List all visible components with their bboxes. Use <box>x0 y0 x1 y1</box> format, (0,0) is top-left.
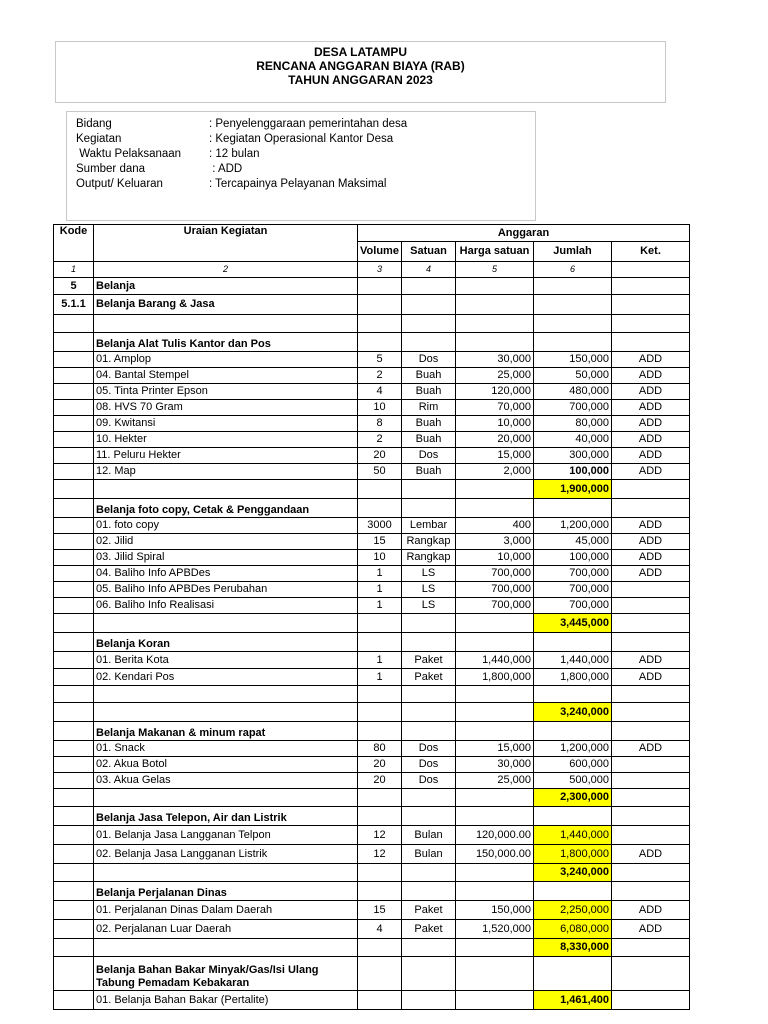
section-total: 8,330,000 <box>534 939 612 957</box>
table-row <box>54 991 690 1010</box>
info-row-sumber-dana <box>67 162 535 177</box>
table-row <box>54 448 690 464</box>
col-number: 4 <box>402 262 456 278</box>
section-title: Belanja Koran <box>94 633 358 652</box>
item-jumlah: 480,000 <box>534 384 612 400</box>
table-row <box>54 901 690 920</box>
item-name: 04. Bantal Stempel <box>94 368 358 384</box>
item-harga: 30,000 <box>456 352 534 368</box>
account-row <box>54 295 690 315</box>
item-volume: 10 <box>358 550 402 566</box>
item-ket: ADD <box>612 920 690 939</box>
section-title-row <box>54 882 690 901</box>
info-label: Bidang <box>76 118 112 130</box>
item-jumlah: 1,800,000 <box>534 669 612 686</box>
info-value: : Penyelenggaraan pemerintahan desa <box>209 118 408 130</box>
item-satuan: Dos <box>402 741 456 757</box>
item-volume: 1 <box>358 598 402 614</box>
item-harga: 2,000 <box>456 464 534 480</box>
section-title-row <box>54 957 690 991</box>
item-name: 10. Hekter <box>94 432 358 448</box>
item-satuan: LS <box>402 598 456 614</box>
item-satuan: Dos <box>402 773 456 789</box>
info-row-output <box>67 177 535 192</box>
section-total-row <box>54 703 690 722</box>
item-ket <box>612 773 690 789</box>
section-title-row <box>54 722 690 741</box>
item-harga: 700,000 <box>456 598 534 614</box>
section-total: 2,300,000 <box>534 789 612 807</box>
item-name: 03. Jilid Spiral <box>94 550 358 566</box>
col-number: 1 <box>54 262 94 278</box>
item-harga: 25,000 <box>456 368 534 384</box>
section-title: Belanja Alat Tulis Kantor dan Pos <box>94 333 358 352</box>
item-ket: ADD <box>612 384 690 400</box>
item-ket <box>612 991 690 1010</box>
info-value: : 12 bulan <box>209 148 260 160</box>
item-jumlah: 700,000 <box>534 582 612 598</box>
item-ket: ADD <box>612 432 690 448</box>
item-harga: 1,440,000 <box>456 652 534 669</box>
item-volume: 1 <box>358 669 402 686</box>
header-satuan: Satuan <box>402 242 456 262</box>
section-title <box>94 957 358 991</box>
item-ket: ADD <box>612 652 690 669</box>
item-satuan: Dos <box>402 352 456 368</box>
item-name: 09. Kwitansi <box>94 416 358 432</box>
table-row <box>54 920 690 939</box>
item-harga: 700,000 <box>456 566 534 582</box>
info-row-waktu <box>67 147 535 162</box>
info-label: Sumber dana <box>76 163 146 175</box>
account-row <box>54 278 690 295</box>
item-jumlah: 300,000 <box>534 448 612 464</box>
item-harga: 120,000 <box>456 384 534 400</box>
item-name: 01. Perjalanan Dinas Dalam Daerah <box>94 901 358 920</box>
section-title-row <box>54 499 690 518</box>
budget-year: TAHUN ANGGARAN 2023 <box>288 73 433 87</box>
section-total: 3,240,000 <box>534 864 612 882</box>
item-satuan: Buah <box>402 384 456 400</box>
item-satuan: Dos <box>402 757 456 773</box>
item-harga: 10,000 <box>456 416 534 432</box>
item-jumlah: 100,000 <box>534 550 612 566</box>
item-jumlah: 6,080,000 <box>534 920 612 939</box>
section-total-row <box>54 939 690 957</box>
item-harga: 20,000 <box>456 432 534 448</box>
account-code: 5.1.1 <box>54 295 94 315</box>
item-ket: ADD <box>612 845 690 864</box>
item-satuan: Buah <box>402 464 456 480</box>
item-satuan: LS <box>402 566 456 582</box>
info-value: : Tercapainya Pelayanan Maksimal <box>209 178 387 190</box>
item-jumlah: 1,800,000 <box>534 845 612 864</box>
item-harga: 150,000 <box>456 901 534 920</box>
table-row <box>54 826 690 845</box>
item-ket: ADD <box>612 400 690 416</box>
header-ket: Ket. <box>612 242 690 262</box>
item-name: 03. Akua Gelas <box>94 773 358 789</box>
item-ket: ADD <box>612 669 690 686</box>
header-harga: Harga satuan <box>456 242 534 262</box>
table-row <box>54 432 690 448</box>
item-jumlah: 1,440,000 <box>534 652 612 669</box>
item-name: 02. Perjalanan Luar Daerah <box>94 920 358 939</box>
item-volume <box>358 991 402 1010</box>
item-volume: 2 <box>358 432 402 448</box>
item-ket: ADD <box>612 550 690 566</box>
spacer-row <box>54 686 690 703</box>
item-name: 01. foto copy <box>94 518 358 534</box>
item-jumlah: 600,000 <box>534 757 612 773</box>
section-title: Belanja Perjalanan Dinas <box>94 882 358 901</box>
item-ket <box>612 757 690 773</box>
table-row <box>54 773 690 789</box>
table-row <box>54 352 690 368</box>
item-volume: 1 <box>358 652 402 669</box>
item-satuan: Rangkap <box>402 534 456 550</box>
item-name: 01. Belanja Bahan Bakar (Pertalite) <box>94 991 358 1010</box>
item-jumlah: 1,461,400 <box>534 991 612 1010</box>
table-row <box>54 518 690 534</box>
budget-table <box>53 224 690 1010</box>
col-number: 2 <box>94 262 358 278</box>
item-harga: 1,800,000 <box>456 669 534 686</box>
item-jumlah: 1,200,000 <box>534 518 612 534</box>
item-harga: 3,000 <box>456 534 534 550</box>
item-name: 11. Peluru Hekter <box>94 448 358 464</box>
item-jumlah: 100,000 <box>534 464 612 480</box>
table-row <box>54 669 690 686</box>
item-volume: 80 <box>358 741 402 757</box>
item-harga: 700,000 <box>456 582 534 598</box>
item-volume: 1 <box>358 566 402 582</box>
item-satuan: Dos <box>402 448 456 464</box>
section-title-line: Belanja Bahan Bakar Minyak/Gas/Isi Ulang <box>96 964 319 976</box>
item-jumlah: 150,000 <box>534 352 612 368</box>
item-ket: ADD <box>612 534 690 550</box>
activity-info-box <box>66 111 536 221</box>
info-label: Kegiatan <box>76 133 122 145</box>
item-name: 02. Belanja Jasa Langganan Listrik <box>94 845 358 864</box>
item-satuan: Bulan <box>402 826 456 845</box>
info-label: Waktu Pelaksanaan <box>76 148 182 160</box>
info-value: : ADD <box>209 163 243 175</box>
item-satuan: Paket <box>402 669 456 686</box>
item-satuan <box>402 991 456 1010</box>
item-jumlah: 1,200,000 <box>534 741 612 757</box>
table-row <box>54 582 690 598</box>
item-name: 06. Baliho Info Realisasi <box>94 598 358 614</box>
table-row <box>54 400 690 416</box>
section-total: 3,240,000 <box>534 703 612 722</box>
table-row <box>54 566 690 582</box>
spacer-row <box>54 315 690 333</box>
item-name: 05. Tinta Printer Epson <box>94 384 358 400</box>
info-label: Output/ Keluaran <box>76 178 163 190</box>
item-jumlah: 2,250,000 <box>534 901 612 920</box>
item-volume: 15 <box>358 534 402 550</box>
item-jumlah: 500,000 <box>534 773 612 789</box>
section-total-row <box>54 480 690 499</box>
item-satuan: Bulan <box>402 845 456 864</box>
item-jumlah: 700,000 <box>534 598 612 614</box>
item-harga: 10,000 <box>456 550 534 566</box>
item-jumlah: 700,000 <box>534 566 612 582</box>
item-name: 02. Jilid <box>94 534 358 550</box>
item-volume: 20 <box>358 448 402 464</box>
item-satuan: Buah <box>402 416 456 432</box>
item-satuan: Buah <box>402 432 456 448</box>
section-title-row <box>54 633 690 652</box>
item-satuan: Rangkap <box>402 550 456 566</box>
item-ket: ADD <box>612 741 690 757</box>
item-harga <box>456 991 534 1010</box>
section-total: 3,445,000 <box>534 614 612 633</box>
item-ket <box>612 582 690 598</box>
item-ket: ADD <box>612 566 690 582</box>
item-ket <box>612 598 690 614</box>
section-title-row <box>54 807 690 826</box>
section-total-row <box>54 864 690 882</box>
item-volume: 12 <box>358 826 402 845</box>
item-jumlah: 50,000 <box>534 368 612 384</box>
item-jumlah: 80,000 <box>534 416 612 432</box>
item-harga: 1,520,000 <box>456 920 534 939</box>
item-volume: 10 <box>358 400 402 416</box>
item-ket: ADD <box>612 352 690 368</box>
table-row <box>54 652 690 669</box>
table-row <box>54 757 690 773</box>
item-ket: ADD <box>612 368 690 384</box>
item-harga: 400 <box>456 518 534 534</box>
info-row-bidang <box>67 117 535 132</box>
header-volume: Volume <box>358 242 402 262</box>
item-harga: 30,000 <box>456 757 534 773</box>
item-ket: ADD <box>612 416 690 432</box>
item-ket: ADD <box>612 448 690 464</box>
item-name: 05. Baliho Info APBDes Perubahan <box>94 582 358 598</box>
item-satuan: Paket <box>402 920 456 939</box>
col-number: 5 <box>456 262 534 278</box>
item-satuan: Lembar <box>402 518 456 534</box>
item-jumlah: 40,000 <box>534 432 612 448</box>
table-row <box>54 598 690 614</box>
section-total-row <box>54 789 690 807</box>
item-name: 04. Baliho Info APBDes <box>94 566 358 582</box>
table-row <box>54 416 690 432</box>
item-satuan: Paket <box>402 901 456 920</box>
section-title: Belanja Makanan & minum rapat <box>94 722 358 741</box>
item-volume: 1 <box>358 582 402 598</box>
item-ket: ADD <box>612 518 690 534</box>
item-volume: 2 <box>358 368 402 384</box>
item-ket: ADD <box>612 464 690 480</box>
item-name: 12. Map <box>94 464 358 480</box>
item-volume: 4 <box>358 384 402 400</box>
budget-table-body <box>54 225 690 1010</box>
document-title-box <box>55 41 666 103</box>
col-number: 3 <box>358 262 402 278</box>
col-number: 6 <box>534 262 612 278</box>
table-row <box>54 550 690 566</box>
item-harga: 25,000 <box>456 773 534 789</box>
item-harga: 150,000.00 <box>456 845 534 864</box>
item-harga: 15,000 <box>456 741 534 757</box>
header-kode: Kode <box>54 225 94 262</box>
table-row <box>54 845 690 864</box>
section-total-row <box>54 614 690 633</box>
item-ket <box>612 826 690 845</box>
header-anggaran: Anggaran <box>358 225 690 242</box>
item-volume: 20 <box>358 757 402 773</box>
item-jumlah: 700,000 <box>534 400 612 416</box>
item-volume: 12 <box>358 845 402 864</box>
table-row <box>54 368 690 384</box>
section-total: 1,900,000 <box>534 480 612 499</box>
village-name: DESA LATAMPU <box>313 45 408 59</box>
header-uraian: Uraian Kegiatan <box>94 225 358 262</box>
info-row-kegiatan <box>67 132 535 147</box>
item-harga: 120,000.00 <box>456 826 534 845</box>
item-satuan: Paket <box>402 652 456 669</box>
item-volume: 8 <box>358 416 402 432</box>
item-jumlah: 1,440,000 <box>534 826 612 845</box>
section-title: Belanja foto copy, Cetak & Penggandaan <box>94 499 358 518</box>
table-row <box>54 464 690 480</box>
item-harga: 15,000 <box>456 448 534 464</box>
section-title-line: Tabung Pemadam Kebakaran <box>96 977 250 989</box>
info-value: : Kegiatan Operasional Kantor Desa <box>209 133 394 145</box>
table-row <box>54 741 690 757</box>
table-header-row <box>54 225 690 242</box>
section-title-row <box>54 333 690 352</box>
item-harga: 70,000 <box>456 400 534 416</box>
item-name: 02. Kendari Pos <box>94 669 358 686</box>
header-jumlah: Jumlah <box>534 242 612 262</box>
item-satuan: Buah <box>402 368 456 384</box>
item-volume: 3000 <box>358 518 402 534</box>
item-name: 08. HVS 70 Gram <box>94 400 358 416</box>
section-title: Belanja Jasa Telepon, Air dan Listrik <box>94 807 358 826</box>
item-ket: ADD <box>612 901 690 920</box>
table-row <box>54 534 690 550</box>
item-volume: 5 <box>358 352 402 368</box>
account-code: 5 <box>54 278 94 295</box>
item-name: 01. Belanja Jasa Langganan Telpon <box>94 826 358 845</box>
item-jumlah: 45,000 <box>534 534 612 550</box>
item-name: 01. Snack <box>94 741 358 757</box>
item-name: 01. Amplop <box>94 352 358 368</box>
account-name: Belanja Barang & Jasa <box>94 295 358 315</box>
item-volume: 20 <box>358 773 402 789</box>
item-name: 02. Akua Botol <box>94 757 358 773</box>
account-name: Belanja <box>94 278 358 295</box>
item-volume: 15 <box>358 901 402 920</box>
item-volume: 4 <box>358 920 402 939</box>
item-volume: 50 <box>358 464 402 480</box>
document-title: RENCANA ANGGARAN BIAYA (RAB) <box>256 59 465 73</box>
table-row <box>54 384 690 400</box>
item-satuan: LS <box>402 582 456 598</box>
item-name: 01. Berita Kota <box>94 652 358 669</box>
item-satuan: Rim <box>402 400 456 416</box>
numbering-row <box>54 262 690 278</box>
